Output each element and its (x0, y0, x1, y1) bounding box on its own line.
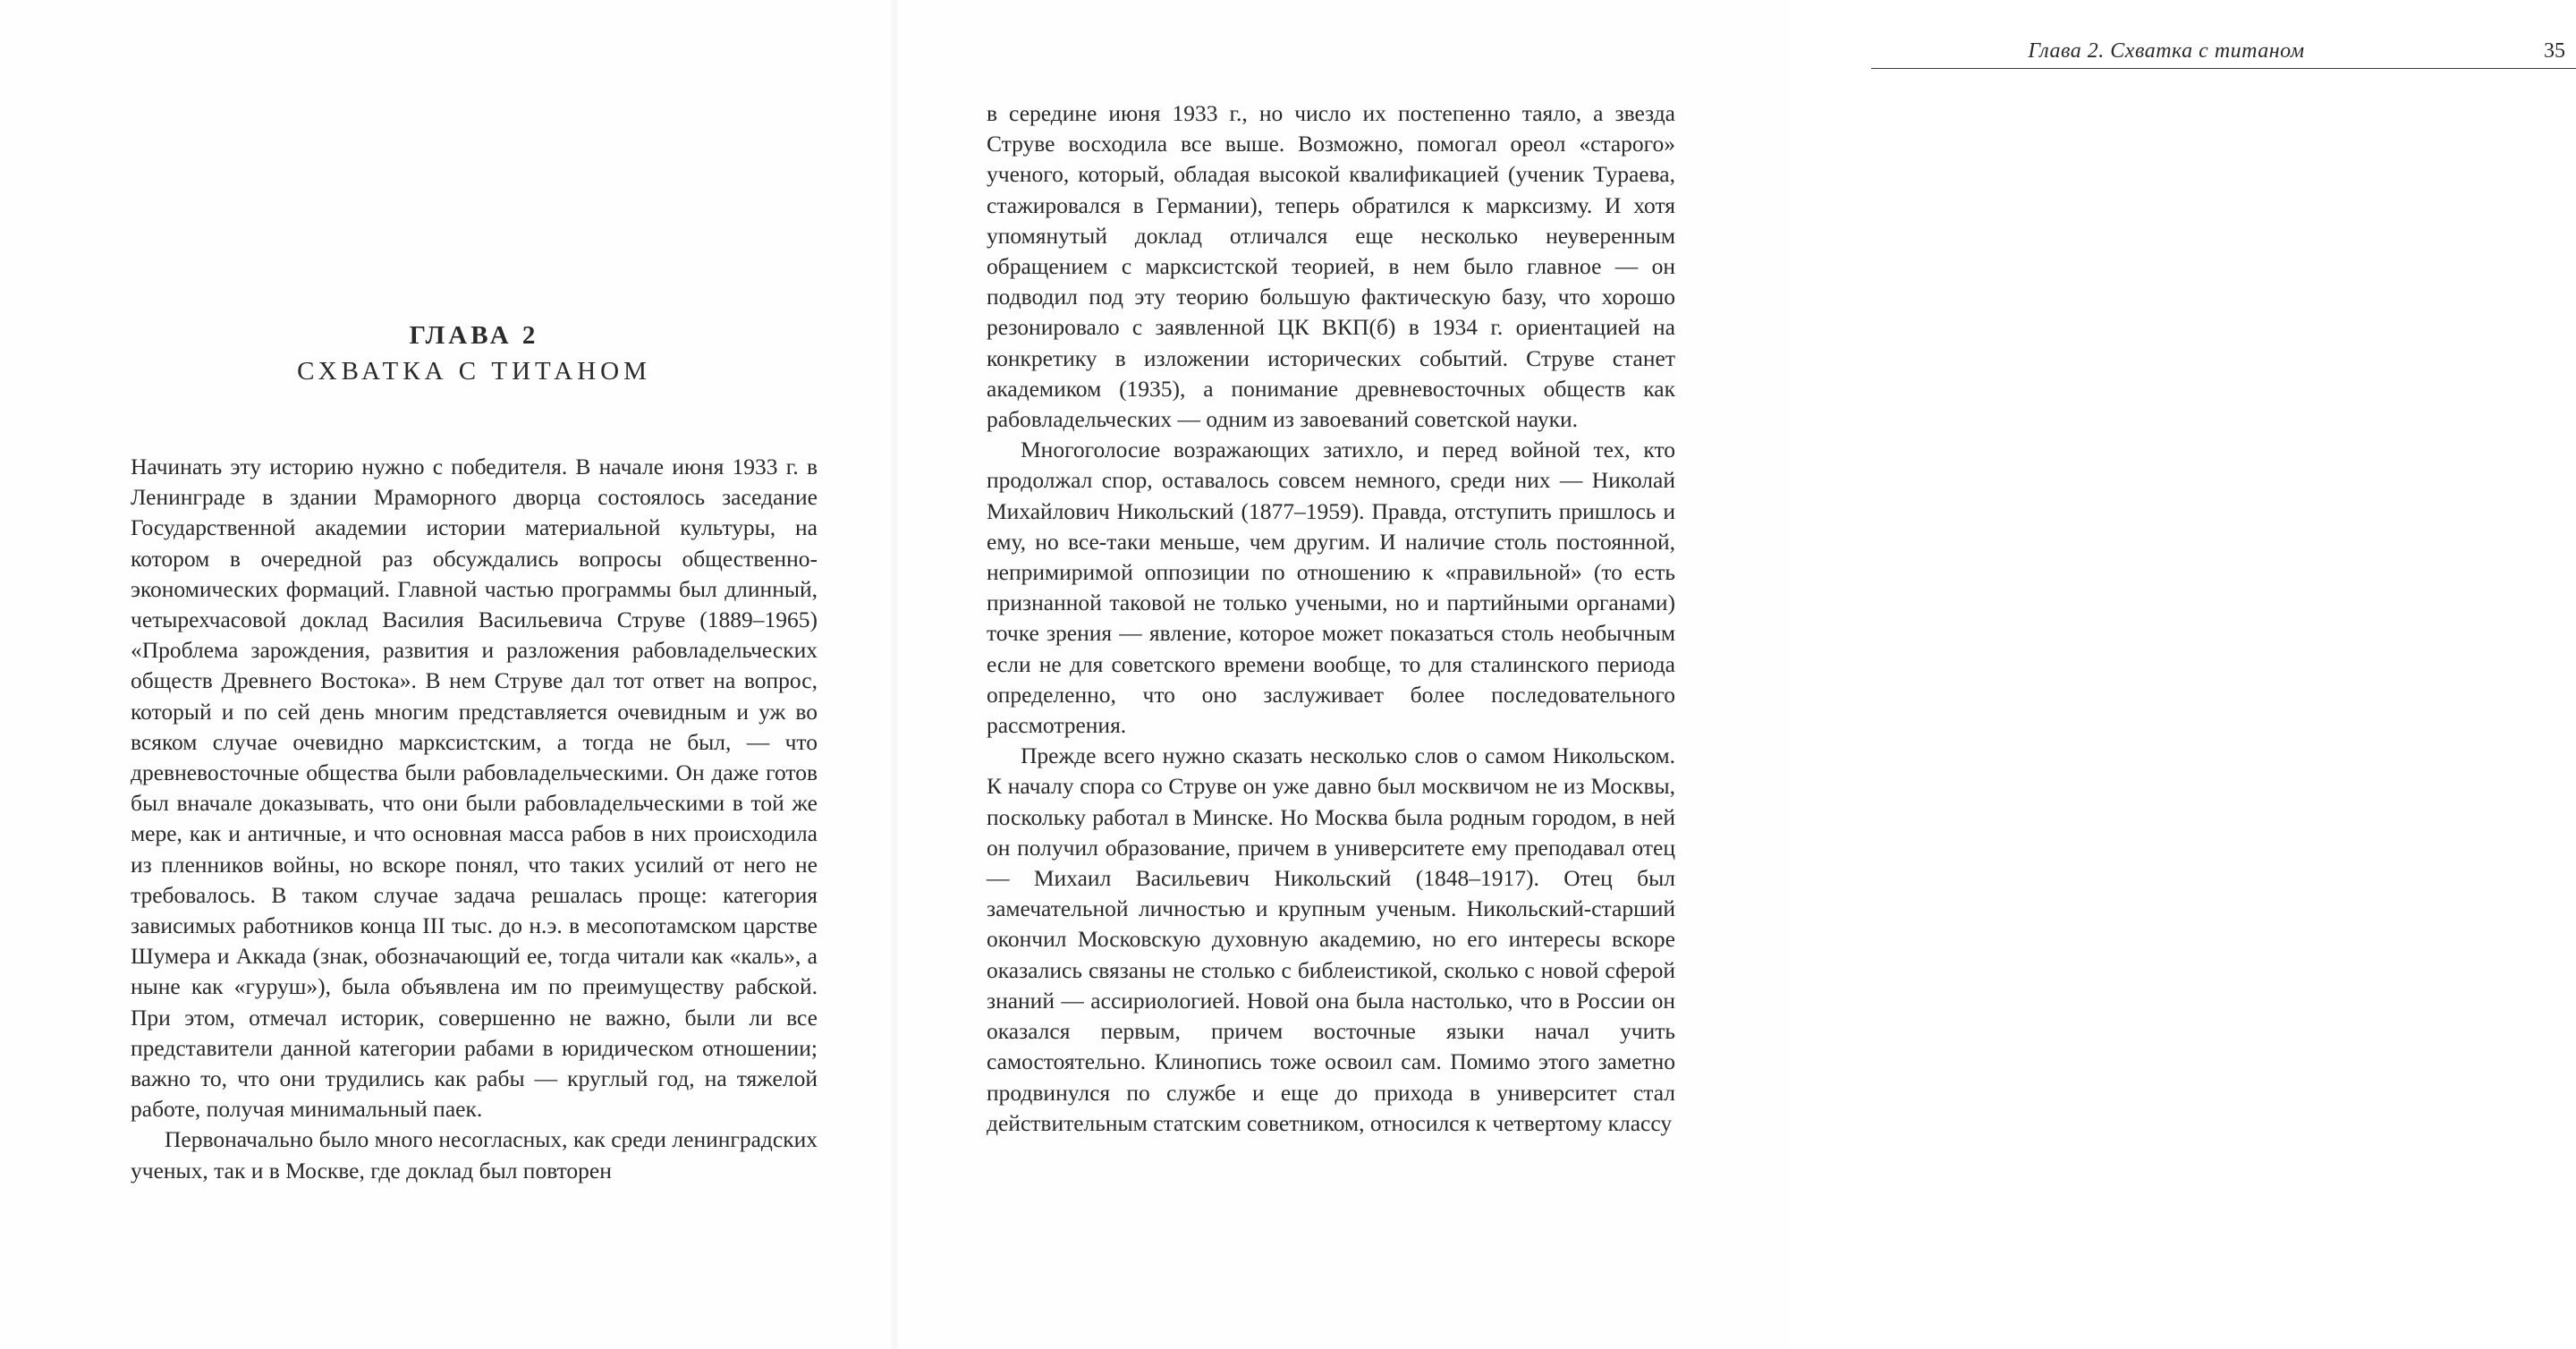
running-head-title: Глава 2. Схватка с титаном (2028, 39, 2305, 63)
left-page-body (131, 452, 818, 1186)
paragraph: Многоголосие возражающих затихло, и перед войной тех, кто продолжал спор, оставалось совсем немного, среди них — Николай Михайлович Никольский (1877–1959). Правда, отступить пришлось и ему, но все-таки меньше, чем другим. И наличие столь постоянной, непримиримой оппозиции по отношению к «правильной» (то есть признанной таковой не только учеными, но и партийными органами) точке зрения — явление, которое может показаться столь необычным если не для советского времени вообще, то для сталинского периода определенно, что оно заслуживает более последовательного рассмотрения. (987, 437, 1675, 739)
paragraph: в середине июня 1933 г., но число их постепенно таяло, а звезда Струве восходила все выше. Возможно, помогал ореол «старого» ученого, который, обладая высокой квалификацией (ученик Тураева, стажировался в Германии), теперь обратился к марксизму. И хотя упомянутый доклад отличался еще несколько неуверенным обращением с марксистской теорией, в нем было главное — он подводил под эту теорию большую фактическую базу, что хорошо резонировало с заявленной ЦК ВКП(б) в 1934 г. ориентацией на конкретику в изложении исторических событий. Струве станет академиком (1935), а понимание древневосточных обществ как рабовладельческих — одним из завоеваний советской науки. (987, 100, 1675, 433)
chapter-heading (131, 318, 818, 389)
paragraph: Первоначально было много несогласных, как среди ленинградских ученых, так и в Москве, где доклад был повторен (131, 1126, 818, 1184)
chapter-title: СХВАТКА С ТИТАНОМ (297, 357, 651, 386)
running-head (1871, 36, 2576, 69)
paragraph: Прежде всего нужно сказать несколько слов о самом Никольском. К началу спора со Струве он уже давно был москвичом не из Москвы, поскольку работал в Минске. Но Москва была родным городом, в ней он получил образование, причем в университете ему преподавал отец — Михаил Васильевич Никольский (1848–1917). Отец был замечательной личностью и крупным ученым. Никольский-старший окончил Московскую духовную академию, но его интересы вскоре оказались связаны не столько с библеистикой, сколько с новой сферой знаний — ассириологией. Новой она была настолько, что в России он оказался первым, причем восточные языки начал учить самостоятельно. Клинопись тоже освоил сам. Помимо этого заметно продвинулся по службе и еще до прихода в университет стал действительным статским советником, относился к четвертому классу (987, 742, 1675, 1136)
left-page (0, 0, 894, 1349)
page-number: 35 (2544, 39, 2565, 63)
right-page-body (987, 98, 1675, 1139)
chapter-number: ГЛАВА 2 (409, 321, 539, 350)
paragraph: Начинать эту историю нужно с победителя. В начале июня 1933 г. в Ленинграде в здании Мраморного дворца состоялось заседание Государственной академии истории материальной культуры, на котором в очередной раз обсуждались вопросы общественно-экономических формаций. Главной частью программы был длинный, четырехчасовой доклад Василия Васильевича Струве (1889–1965) «Проблема зарождения, развития и разложения рабовладельческих обществ Древнего Востока». В нем Струве дал тот ответ на вопрос, который и по сей день многим представляется очевидным и уж во всяком случае очевидно марксистским, а тогда не был, — что древневосточные общества были рабовладельческими. Он даже готов был вначале доказывать, что они были рабовладельческими в той же мере, как и античные, и что основная масса рабов в них происходила из пленников войны, но вскоре понял, что таких усилий от него не требовалось. В таком случае задача решалась проще: категория зависимых работников конца III тыс. до н.э. в месопотамском царстве Шумера и Аккада (знак, обозначающий ее, тогда читали как «каль», а ныне как «гуруш»), была объявлена им по преимуществу рабской. При этом, отмечал историк, совершенно не важно, были ли все представители данной категории рабами в юридическом отношении; важно то, что они трудились как рабы — круглый год, на тяжелой работе, получая минимальный паек. (131, 454, 818, 1123)
